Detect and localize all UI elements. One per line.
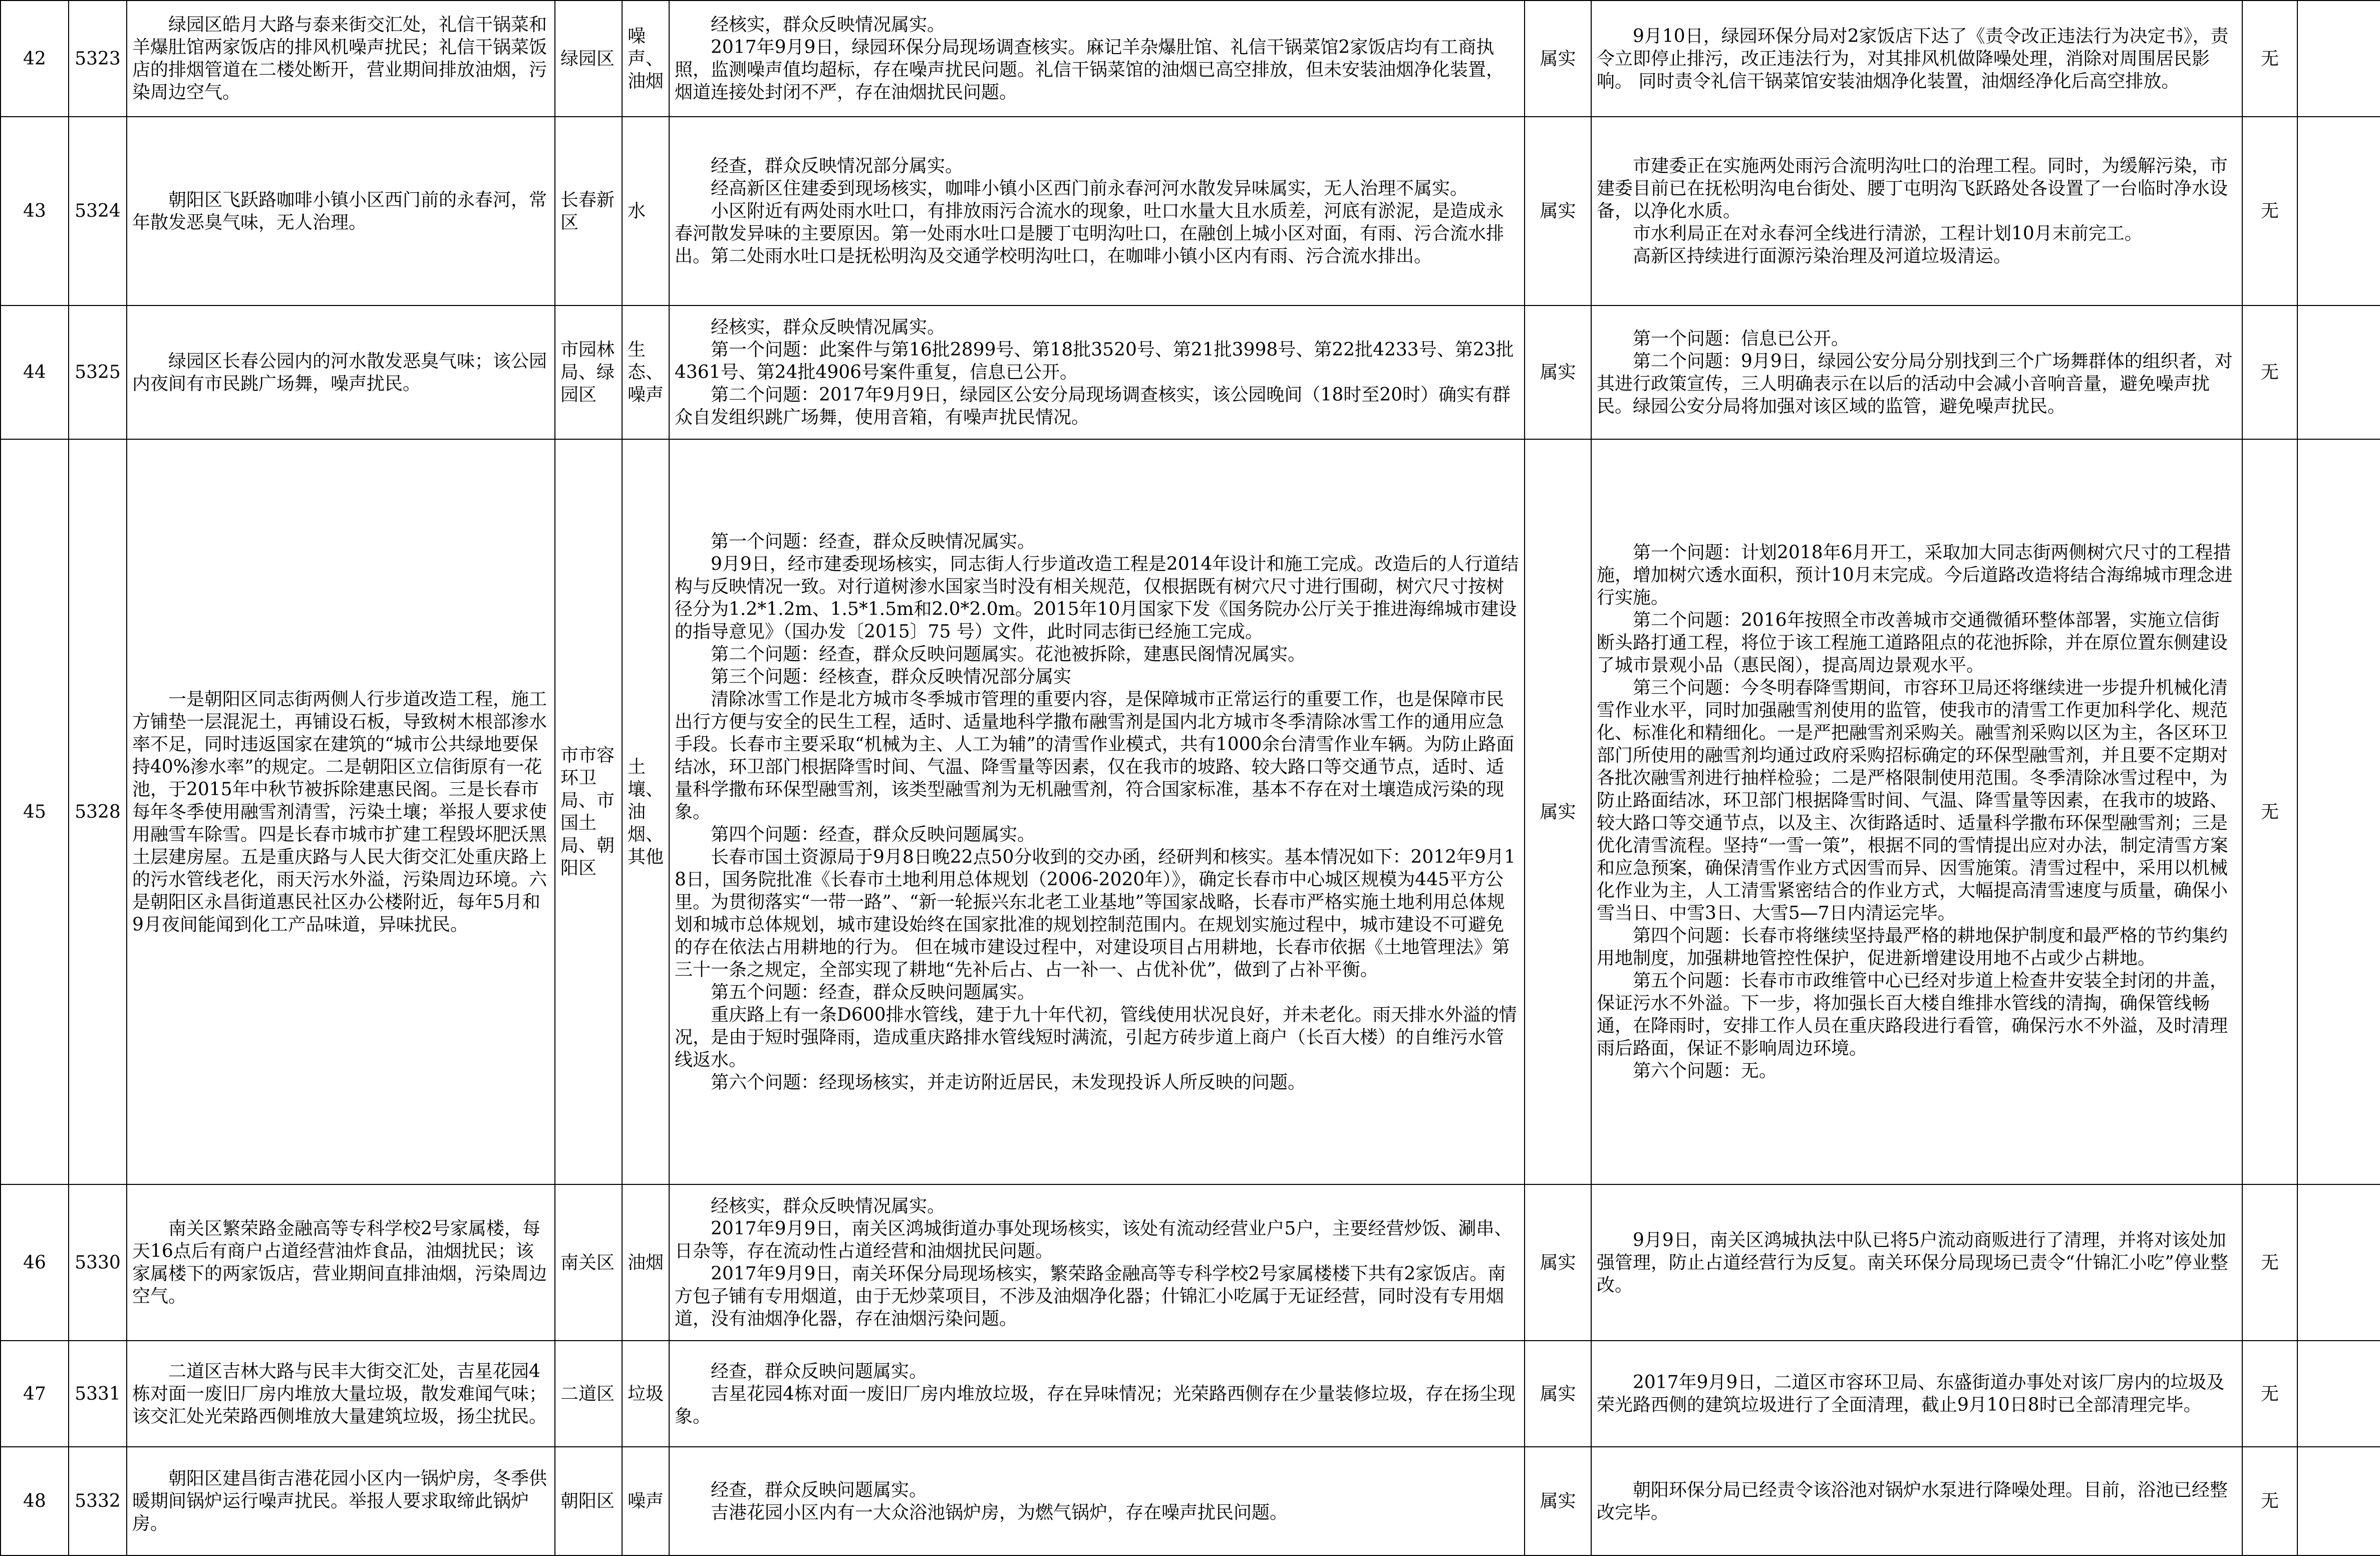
rectification-cell — [1591, 1447, 2242, 1555]
investigation-cell-paragraph: 吉港花园小区内有一大众浴池锅炉房，为燃气锅炉，存在噪声扰民问题。 — [711, 1502, 1288, 1523]
investigation-cell-paragraph: 经查，群众反映问题属实。 — [711, 1361, 928, 1382]
investigation-cell — [669, 305, 1525, 439]
rectification-cell-paragraph: 第六个问题：无。 — [1633, 1061, 1777, 1081]
pollution-type-cell: 噪声、油烟 — [622, 1, 669, 117]
empty-cell — [2297, 1447, 2380, 1555]
investigation-cell-paragraph: 2017年9月9日，南关环保分局现场核实，繁荣路金融高等专科学校2号家属楼楼下共有2家饭店。南方包子铺有专用烟道，由于无炒菜项目，不涉及油烟净化器；什锦汇小吃属于无证经营，同时没有专用烟道，没有油烟净化器，存在油烟污染问题。 — [675, 1264, 1506, 1329]
empty-cell — [2297, 1184, 2380, 1341]
investigation-cell-paragraph: 经核实，群众反映情况属实。 — [711, 1196, 946, 1216]
verification-result-cell: 属实 — [1525, 1184, 1591, 1341]
accountability-cell: 无 — [2242, 117, 2297, 305]
complaint-description-text: 绿园区长春公园内的河水散发恶臭气味；该公园内夜间有市民跳广场舞，噪声扰民。 — [132, 351, 547, 394]
verification-result-cell: 属实 — [1525, 439, 1591, 1184]
empty-cell — [2297, 1, 2380, 117]
district-cell: 南关区 — [555, 1184, 622, 1341]
investigation-cell — [669, 1341, 1525, 1447]
rectification-cell-paragraph: 第五个问题：长春市市政维管中心已经对步道上检查井安装全封闭的井盖，保证污水不外溢。下一步，将加强长百大楼自维排水管线的清掏，确保管线畅通，在降雨时，安排工作人员在重庆路段进行看管，确保污水不外溢，及时清理雨后路面，保证不影响周边环境。 — [1597, 971, 2228, 1059]
case-id-cell: 5330 — [69, 1184, 127, 1341]
rectification-cell-paragraph: 第一个问题：信息已公开。 — [1633, 328, 1850, 349]
case-row — [1, 305, 2380, 439]
empty-cell — [2297, 305, 2380, 439]
row-number-cell: 44 — [1, 305, 69, 439]
case-row — [1, 1447, 2380, 1555]
accountability-cell: 无 — [2242, 439, 2297, 1184]
case-row — [1, 1341, 2380, 1447]
case-table-body — [1, 1, 2380, 1555]
case-row — [1, 117, 2380, 305]
case-id-cell: 5323 — [69, 1, 127, 117]
accountability-cell: 无 — [2242, 1341, 2297, 1447]
investigation-cell-paragraph: 2017年9月9日，南关区鸿城街道办事处现场核实，该处有流动经营业户5户，主要经营炒饭、涮串、日杂等，存在流动性占道经营和油烟扰民问题。 — [675, 1218, 1513, 1262]
case-id-cell: 5324 — [69, 117, 127, 305]
investigation-cell-paragraph: 第三个问题：经核查，群众反映情况部分属实 — [711, 666, 1072, 687]
rectification-cell — [1591, 1, 2242, 117]
investigation-cell — [669, 1447, 1525, 1555]
investigation-cell-paragraph: 第五个问题：经查，群众反映问题属实。 — [711, 982, 1036, 1003]
pollution-type-cell: 油烟 — [622, 1184, 669, 1341]
investigation-cell-paragraph: 第六个问题：经现场核实，并走访附近居民，未发现投诉人所反映的问题。 — [711, 1072, 1306, 1093]
investigation-cell-paragraph: 清除冰雪工作是北方城市冬季城市管理的重要内容，是保障城市正常运行的重要工作，也是保障市民出行方便与安全的民生工程，适时、适量地科学撒布融雪剂是国内北方城市冬季清除冰雪工作的通用应急手段。长春市主要采取“机械为主、人工为辅”的清雪作业模式，共有1000余台清雪作业车辆。为防止路面结冰，环卫部门根据降雪时间、气温、降雪量等因素，仅在我市的坡路、较大路口等交通节点，适时、适量科学撒布环保型融雪剂，该类型融雪剂为无机融雪剂，符合国家标准，基本不存在对土壤造成污染的现象。 — [675, 689, 1515, 822]
rectification-cell-paragraph: 2017年9月9日，二道区市容环卫局、东盛街道办事处对该厂房内的垃圾及荣光路西侧的建筑垃圾进行了全面清理，截止9月10日8时已全部清理完毕。 — [1597, 1372, 2225, 1415]
investigation-cell-paragraph: 吉星花园4栋对面一废旧厂房内堆放垃圾，存在异味情况；光荣路西侧存在少量装修垃圾，存在扬尘现象。 — [675, 1383, 1516, 1427]
investigation-cell-paragraph: 长春市国土资源局于9月8日晚22点50分收到的交办函，经研判和核实。基本情况如下：2012年9月18日，国务院批准《长春市土地利用总体规划（2006-2020年）》，确定长春市中心城区规模为445平方公里。为贯彻落实“一带一路”、“新一轮振兴东北老工业基地”等国家战略，长春市严格实施土地利用总体规划和城市总体规划，城市建设始终在国家批准的规划控制范围内。在规划实施过程中，城市建设不可避免的存在依法占用耕地的行为。 但在城市建设过程中，对建设项目占用耕地，长春市依据《土地管理法》第三十一条之规定，全部实现了耕地“先补后占、占一补一、占优补优”，做到了占补平衡。 — [675, 846, 1516, 980]
investigation-cell — [669, 439, 1525, 1184]
row-number-cell: 45 — [1, 439, 69, 1184]
investigation-cell-paragraph: 经核实，群众反映情况属实。 — [711, 317, 946, 338]
accountability-cell: 无 — [2242, 305, 2297, 439]
row-number-cell: 43 — [1, 117, 69, 305]
rectification-cell-paragraph: 第一个问题：计划2018年6月开工，采取加大同志街两侧树穴尺寸的工程措施，增加树穴透水面积，预计10月末完成。今后道路改造将结合海绵城市理念进行实施。 — [1597, 542, 2233, 608]
row-number-cell: 47 — [1, 1341, 69, 1447]
accountability-cell: 无 — [2242, 1, 2297, 117]
district-cell: 朝阳区 — [555, 1447, 622, 1555]
case-id-cell: 5331 — [69, 1341, 127, 1447]
accountability-cell: 无 — [2242, 1447, 2297, 1555]
rectification-cell — [1591, 305, 2242, 439]
pollution-type-cell: 噪声 — [622, 1447, 669, 1555]
verification-result-cell: 属实 — [1525, 1447, 1591, 1555]
rectification-cell — [1591, 117, 2242, 305]
district-cell: 长春新区 — [555, 117, 622, 305]
investigation-cell-paragraph: 经高新区住建委到现场核实，咖啡小镇小区西门前永春河河水散发异味属实，无人治理不属实。 — [711, 178, 1468, 199]
row-number-cell: 48 — [1, 1447, 69, 1555]
rectification-cell-paragraph: 第二个问题：9月9日，绿园公安分局分别找到三个广场舞群体的组织者，对其进行政策宣传，三人明确表示在以后的活动中会减小音响音量，避免噪声扰民。绿园公安分局将加强对该区域的监管，避免噪声扰民。 — [1597, 351, 2233, 417]
pollution-type-cell: 垃圾 — [622, 1341, 669, 1447]
rectification-cell — [1591, 439, 2242, 1184]
complaint-description-text: 朝阳区建昌街吉港花园小区内一锅炉房，冬季供暖期间锅炉运行噪声扰民。举报人要求取缔此锅炉房。 — [132, 1468, 547, 1534]
pollution-type-cell: 水 — [622, 117, 669, 305]
investigation-cell-paragraph: 第二个问题：经查，群众反映问题属实。花池被拆除，建惠民阁情况属实。 — [711, 644, 1306, 665]
investigation-cell-paragraph: 第二个问题：2017年9月9日，绿园区公安分局现场调查核实，该公园晚间（18时至20时）确实有群众自发组织跳广场舞，使用音箱，有噪声扰民情况。 — [675, 385, 1511, 428]
district-cell: 市市容环卫局、市国土局、朝阳区 — [555, 439, 622, 1184]
rectification-cell-paragraph: 9月9日，南关区鸿城执法中队已将5户流动商贩进行了清理，并将对该处加强管理，防止占道经营行为反复。南关环保分局现场已责令“什锦汇小吃”停业整改。 — [1597, 1229, 2228, 1296]
rectification-cell — [1591, 1341, 2242, 1447]
empty-cell — [2297, 1341, 2380, 1447]
complaint-description-cell — [127, 117, 555, 305]
verification-result-cell: 属实 — [1525, 1, 1591, 117]
case-id-cell: 5325 — [69, 305, 127, 439]
verification-result-cell: 属实 — [1525, 117, 1591, 305]
investigation-cell-paragraph: 重庆路上有一条D600排水管线，建于九十年代初，管线使用状况良好，并未老化。雨天排水外溢的情况，是由于短时强降雨，造成重庆路排水管线短时满流，引起方砖步道上商户（长百大楼）的自维污水管线返水。 — [675, 1004, 1517, 1070]
verification-result-cell: 属实 — [1525, 305, 1591, 439]
case-row — [1, 1184, 2380, 1341]
district-cell: 二道区 — [555, 1341, 622, 1447]
accountability-cell: 无 — [2242, 1184, 2297, 1341]
rectification-cell-paragraph: 第四个问题：长春市将继续坚持最严格的耕地保护制度和最严格的节约集约用地制度，加强耕地管控性保护，促进新增建设用地不占或少占耕地。 — [1597, 925, 2228, 969]
complaint-description-cell — [127, 1341, 555, 1447]
rectification-cell — [1591, 1184, 2242, 1341]
rectification-cell-paragraph: 市水利局正在对永春河全线进行清淤，工程计划10月末前完工。 — [1633, 223, 2143, 244]
investigation-cell-paragraph: 经查，群众反映问题属实。 — [711, 1479, 928, 1500]
investigation-cell-paragraph: 经查，群众反映情况部分属实。 — [711, 156, 964, 176]
case-row — [1, 1, 2380, 117]
complaint-description-text: 绿园区皓月大路与泰来街交汇处，礼信干锅菜和羊爆肚馆两家饭店的排风机噪声扰民；礼信干锅菜饭店的排烟管道在二楼处断开，营业期间排放油烟，污染周边空气。 — [132, 15, 547, 103]
empty-cell — [2297, 439, 2380, 1184]
verification-result-cell: 属实 — [1525, 1341, 1591, 1447]
case-id-cell: 5332 — [69, 1447, 127, 1555]
complaint-description-cell — [127, 439, 555, 1184]
case-id-cell: 5328 — [69, 439, 127, 1184]
investigation-cell — [669, 1, 1525, 117]
complaint-description-text: 朝阳区飞跃路咖啡小镇小区西门前的永春河，常年散发恶臭气味，无人治理。 — [132, 189, 547, 233]
investigation-cell-paragraph: 小区附近有两处雨水吐口，有排放雨污合流水的现象，吐口水量大且水质差，河底有淤泥，是造成永春河散发异味的主要原因。第一处雨水吐口是腰丁屯明沟吐口，在融创上城小区对面，有雨、污合流水排出。第二处雨水吐口是抚松明沟及交通学校明沟吐口，在咖啡小镇小区内有雨、污合流水排出。 — [675, 201, 1505, 266]
complaint-description-text: 一是朝阳区同志街两侧人行步道改造工程，施工方铺垫一层混泥土，再铺设石板，导致树木根部渗水率不足，同时违返国家在建筑的“城市公共绿地要保持40%渗水率”的规定。二是朝阳区立信街原有一花池，于2015年中秋节被拆除建惠民阁。三是长春市每年冬季使用融雪剂清雪，污染土壤；举报人要求使用融雪车除雪。四是长春市城市扩建工程毁坏肥沃黑土层建房屋。五是重庆路与人民大街交汇处重庆路上的污水管线老化，雨天污水外溢，污染周边环境。六是朝阳区永昌街道惠民社区办公楼附近，每年5月和9月夜间能闻到化工产品味道，异味扰民。 — [132, 689, 547, 935]
rectification-cell-paragraph: 市建委正在实施两处雨污合流明沟吐口的治理工程。同时，为缓解污染，市建委目前已在抚松明沟电台街处、腰丁屯明沟飞跃路处各设置了一台临时净水设备，以净化水质。 — [1597, 156, 2228, 221]
row-number-cell: 42 — [1, 1, 69, 117]
rectification-cell-paragraph: 朝阳环保分局已经责令该浴池对锅炉水泵进行降噪处理。目前，浴池已经整改完毕。 — [1597, 1479, 2228, 1523]
investigation-cell-paragraph: 经核实，群众反映情况属实。 — [711, 15, 946, 35]
district-cell: 市园林局、绿园区 — [555, 305, 622, 439]
investigation-cell — [669, 117, 1525, 305]
rectification-cell-paragraph: 第二个问题：2016年按照全市改善城市交通微循环整体部署，实施立信街断头路打通工程，将位于该工程施工道路阻点的花池拆除，并在原位置东侧建设了城市景观小品（惠民阁），提高周边景观水平。 — [1597, 610, 2228, 676]
pollution-type-cell: 生态、噪声 — [622, 305, 669, 439]
row-number-cell: 46 — [1, 1184, 69, 1341]
complaint-description-text: 二道区吉林大路与民丰大街交汇处，吉星花园4栋对面一废旧厂房内堆放大量垃圾，散发难闻气味；该交汇处光荣路西侧堆放大量建筑垃圾，扬尘扰民。 — [132, 1361, 547, 1427]
pollution-type-cell: 土壤、油烟、其他 — [622, 439, 669, 1184]
investigation-cell-paragraph: 第四个问题：经查，群众反映问题属实。 — [711, 824, 1036, 845]
case-row — [1, 439, 2380, 1184]
complaint-description-cell — [127, 1184, 555, 1341]
rectification-cell-paragraph: 高新区持续进行面源污染治理及河道垃圾清运。 — [1633, 246, 2012, 266]
complaint-description-text: 南关区繁荣路金融高等专科学校2号家属楼，每天16点后有商户占道经营油炸食品，油烟扰民；该家属楼下的两家饭店，营业期间直排油烟，污染周边空气。 — [132, 1218, 547, 1307]
investigation-cell — [669, 1184, 1525, 1341]
investigation-cell-paragraph: 第一个问题：经查，群众反映情况属实。 — [711, 531, 1036, 552]
investigation-cell-paragraph: 2017年9月9日，绿园环保分局现场调查核实。麻记羊杂爆肚馆、礼信干锅菜馆2家饭店均有工商执照，监测噪声值均超标，存在噪声扰民问题。礼信干锅菜馆的油烟已高空排放，但未安装油烟净化装置，烟道连接处封闭不严，存在油烟扰民问题。 — [675, 37, 1505, 103]
rectification-cell-paragraph: 9月10日，绿园环保分局对2家饭店下达了《责令改正违法行为决定书》，责令立即停止排污，改正违法行为，对其排风机做降噪处理，消除对周围居民影响。 同时责令礼信干锅菜馆安装油烟净化装置，油烟经净化后高空排放。 — [1597, 26, 2229, 92]
complaint-description-cell — [127, 1, 555, 117]
complaint-description-cell — [127, 305, 555, 439]
district-cell: 绿园区 — [555, 1, 622, 117]
complaint-description-cell — [127, 1447, 555, 1555]
investigation-cell-paragraph: 第一个问题：此案件与第16批2899号、第18批3520号、第21批3998号、第22批4233号、第23批4361号、第24批4906号案件重复，信息已公开。 — [675, 340, 1514, 383]
investigation-cell-paragraph: 9月9日，经市建委现场核实，同志街人行步道改造工程是2014年设计和施工完成。改造后的人行道结构与反映情况一致。对行道树渗水国家当时没有相关规范，仅根据既有树穴尺寸进行围砌，树穴尺寸按树径分为1.2*1.2m、1.5*1.5m和2.0*2.0m。2015年10月国家下发《国务院办公厅关于推进海绵城市建设的指导意见》（国办发〔2015〕75 号）文件，此时同志街已经施工完成。 — [675, 553, 1519, 642]
rectification-cell-paragraph: 第三个问题：今冬明春降雪期间，市容环卫局还将继续进一步提升机械化清雪作业水平，同时加强融雪剂使用的监管，使我市的清雪工作更加科学化、规范化、标准化和精细化。一是严把融雪剂采购关。融雪剂采购以区为主，各区环卫部门所使用的融雪剂均通过政府采购招标确定的环保型融雪剂，并且要不定期对各批次融雪剂进行抽样检验；二是严格限制使用范围。冬季清除冰雪过程中，为防止路面结冰，环卫部门根据降雪时间、气温、降雪量等因素，在我市的坡路、较大路口等交通节点，以及主、次街路适时、适量科学撒布环保型融雪剂；三是优化清雪流程。坚持“一雪一策”，根据不同的雪情提出应对办法，制定清雪方案和应急预案，确保清雪作业方式因雪而异、因雪施策。清雪过程中，采用以机械化作业为主，人工清雪紧密结合的作业方式，大幅提高清雪速度与质量，确保小雪当日、中雪3日、大雪5—7日内清运完毕。 — [1597, 678, 2228, 923]
empty-cell — [2297, 117, 2380, 305]
